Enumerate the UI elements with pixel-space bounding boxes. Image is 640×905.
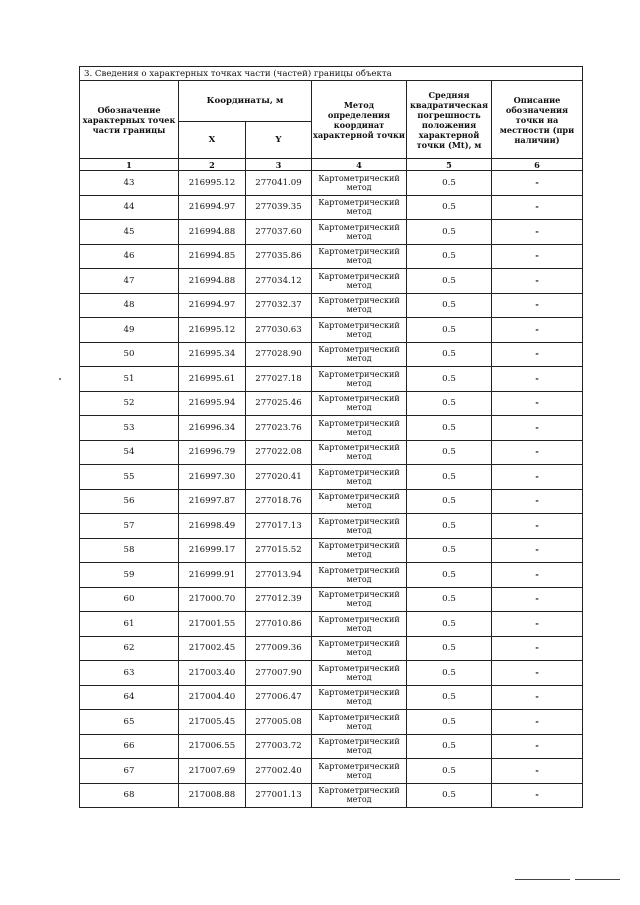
cell-error: 0.5 [407, 514, 492, 539]
cell-error: 0.5 [407, 636, 492, 661]
cell-point: 62 [80, 636, 179, 661]
cell-y: 277023.76 [246, 416, 312, 441]
cell-point: 51 [80, 367, 179, 392]
table-row [80, 563, 583, 588]
cell-x: 216995.94 [179, 391, 246, 416]
cell-y: 277005.08 [246, 710, 312, 735]
cell-point: 58 [80, 538, 179, 563]
cell-point: 49 [80, 318, 179, 343]
table-row [80, 269, 583, 294]
cell-description: - [492, 538, 583, 563]
cell-y: 277027.18 [246, 367, 312, 392]
table-row [80, 440, 583, 465]
cell-error: 0.5 [407, 759, 492, 784]
cell-method: Картометрический метод [312, 587, 407, 612]
cell-point: 55 [80, 465, 179, 490]
cell-y: 277003.72 [246, 734, 312, 759]
cell-x: 216994.88 [179, 269, 246, 294]
cell-method: Картометрический метод [312, 244, 407, 269]
cell-point: 45 [80, 220, 179, 245]
cell-y: 277018.76 [246, 489, 312, 514]
table-row [80, 734, 583, 759]
cell-error: 0.5 [407, 465, 492, 490]
cell-point: 59 [80, 563, 179, 588]
cell-point: 44 [80, 195, 179, 220]
table-row [80, 342, 583, 367]
cell-point: 65 [80, 710, 179, 735]
cell-error: 0.5 [407, 244, 492, 269]
table-row [80, 514, 583, 539]
table-row [80, 587, 583, 612]
bottom-rule [515, 879, 570, 880]
cell-y: 277030.63 [246, 318, 312, 343]
cell-description: - [492, 416, 583, 441]
cell-x: 216997.87 [179, 489, 246, 514]
table-row [80, 195, 583, 220]
cell-x: 217000.70 [179, 587, 246, 612]
table-row [80, 367, 583, 392]
cell-description: - [492, 195, 583, 220]
cell-error: 0.5 [407, 293, 492, 318]
cell-y: 277020.41 [246, 465, 312, 490]
cell-y: 277002.40 [246, 759, 312, 784]
cell-error: 0.5 [407, 661, 492, 686]
table-row [80, 612, 583, 637]
table-row [80, 220, 583, 245]
cell-point: 53 [80, 416, 179, 441]
cell-error: 0.5 [407, 612, 492, 637]
cell-y: 277041.09 [246, 171, 312, 196]
cell-y: 277017.13 [246, 514, 312, 539]
table-body [80, 171, 583, 808]
table-row [80, 538, 583, 563]
cell-description: - [492, 440, 583, 465]
cell-x: 216999.17 [179, 538, 246, 563]
cell-y: 277035.86 [246, 244, 312, 269]
cell-error: 0.5 [407, 710, 492, 735]
cell-point: 67 [80, 759, 179, 784]
cell-method: Картометрический метод [312, 710, 407, 735]
header-point: Обозначение характерных точек части границы [80, 81, 179, 159]
table-row [80, 783, 583, 808]
cell-description: - [492, 759, 583, 784]
cell-x: 216996.34 [179, 416, 246, 441]
column-number-row [80, 159, 583, 171]
cell-method: Картометрический метод [312, 171, 407, 196]
table-row [80, 661, 583, 686]
cell-x: 217008.88 [179, 783, 246, 808]
table-row [80, 685, 583, 710]
cell-y: 277034.12 [246, 269, 312, 294]
cell-method: Картометрический метод [312, 416, 407, 441]
cell-method: Картометрический метод [312, 269, 407, 294]
cell-description: - [492, 685, 583, 710]
cell-method: Картометрический метод [312, 661, 407, 686]
cell-y: 277039.35 [246, 195, 312, 220]
cell-error: 0.5 [407, 318, 492, 343]
cell-y: 277028.90 [246, 342, 312, 367]
cell-x: 216995.12 [179, 318, 246, 343]
column-number: 5 [407, 159, 492, 171]
cell-description: - [492, 318, 583, 343]
column-number: 1 [80, 159, 179, 171]
table-row [80, 293, 583, 318]
cell-y: 277025.46 [246, 391, 312, 416]
cell-point: 54 [80, 440, 179, 465]
cell-description: - [492, 783, 583, 808]
cell-point: 61 [80, 612, 179, 637]
cell-error: 0.5 [407, 587, 492, 612]
cell-method: Картометрический метод [312, 636, 407, 661]
table-row [80, 416, 583, 441]
cell-description: - [492, 342, 583, 367]
cell-point: 68 [80, 783, 179, 808]
cell-point: 52 [80, 391, 179, 416]
cell-error: 0.5 [407, 685, 492, 710]
cell-y: 277010.86 [246, 612, 312, 637]
header-error: Средняя квадратическая погрешность положения характерной точки (Mt), м [407, 81, 492, 159]
header-y: Y [246, 122, 312, 159]
cell-error: 0.5 [407, 538, 492, 563]
cell-method: Картометрический метод [312, 342, 407, 367]
cell-method: Картометрический метод [312, 563, 407, 588]
document-page [79, 66, 582, 808]
cell-error: 0.5 [407, 342, 492, 367]
cell-error: 0.5 [407, 195, 492, 220]
cell-description: - [492, 636, 583, 661]
table-row [80, 171, 583, 196]
cell-description: - [492, 220, 583, 245]
cell-description: - [492, 710, 583, 735]
table-row [80, 391, 583, 416]
cell-description: - [492, 489, 583, 514]
cell-error: 0.5 [407, 171, 492, 196]
cell-y: 277032.37 [246, 293, 312, 318]
table-row [80, 244, 583, 269]
column-number: 2 [179, 159, 246, 171]
cell-method: Картометрический метод [312, 489, 407, 514]
cell-y: 277022.08 [246, 440, 312, 465]
cell-x: 216997.30 [179, 465, 246, 490]
cell-point: 50 [80, 342, 179, 367]
cell-point: 57 [80, 514, 179, 539]
table-row [80, 636, 583, 661]
cell-method: Картометрический метод [312, 685, 407, 710]
section-title: 3. Сведения о характерных точках части (частей) границы объекта [80, 67, 583, 81]
cell-error: 0.5 [407, 563, 492, 588]
cell-method: Картометрический метод [312, 783, 407, 808]
cell-x: 217003.40 [179, 661, 246, 686]
cell-x: 216998.49 [179, 514, 246, 539]
cell-y: 277006.47 [246, 685, 312, 710]
cell-x: 216996.79 [179, 440, 246, 465]
cell-point: 47 [80, 269, 179, 294]
cell-y: 277015.52 [246, 538, 312, 563]
cell-y: 277009.36 [246, 636, 312, 661]
bottom-rule [575, 879, 620, 880]
cell-method: Картометрический метод [312, 293, 407, 318]
cell-error: 0.5 [407, 416, 492, 441]
cell-description: - [492, 391, 583, 416]
cell-description: - [492, 269, 583, 294]
table-row [80, 489, 583, 514]
cell-y: 277037.60 [246, 220, 312, 245]
cell-error: 0.5 [407, 440, 492, 465]
cell-x: 216995.34 [179, 342, 246, 367]
cell-error: 0.5 [407, 489, 492, 514]
cell-x: 216994.85 [179, 244, 246, 269]
cell-error: 0.5 [407, 269, 492, 294]
cell-x: 217007.69 [179, 759, 246, 784]
cell-description: - [492, 293, 583, 318]
cell-description: - [492, 244, 583, 269]
cell-point: 64 [80, 685, 179, 710]
cell-error: 0.5 [407, 220, 492, 245]
cell-point: 56 [80, 489, 179, 514]
table-row [80, 318, 583, 343]
cell-method: Картометрический метод [312, 440, 407, 465]
cell-description: - [492, 171, 583, 196]
cell-point: 60 [80, 587, 179, 612]
cell-point: 46 [80, 244, 179, 269]
cell-x: 217004.40 [179, 685, 246, 710]
cell-x: 217005.45 [179, 710, 246, 735]
cell-method: Картометрический метод [312, 391, 407, 416]
header-coordinates: Координаты, м [179, 81, 312, 122]
header-description: Описание обозначения точки на местности (при наличии) [492, 81, 583, 159]
cell-point: 66 [80, 734, 179, 759]
column-number: 4 [312, 159, 407, 171]
column-number: 3 [246, 159, 312, 171]
cell-point: 48 [80, 293, 179, 318]
cell-method: Картометрический метод [312, 367, 407, 392]
cell-x: 217001.55 [179, 612, 246, 637]
table-row [80, 759, 583, 784]
header-x: X [179, 122, 246, 159]
cell-x: 216994.88 [179, 220, 246, 245]
cell-method: Картометрический метод [312, 465, 407, 490]
cell-description: - [492, 563, 583, 588]
cell-method: Картометрический метод [312, 759, 407, 784]
table-row [80, 465, 583, 490]
cell-error: 0.5 [407, 734, 492, 759]
cell-x: 216994.97 [179, 195, 246, 220]
cell-method: Картометрический метод [312, 538, 407, 563]
cell-description: - [492, 612, 583, 637]
cell-method: Картометрический метод [312, 220, 407, 245]
cell-description: - [492, 465, 583, 490]
cell-method: Картометрический метод [312, 514, 407, 539]
table-row [80, 710, 583, 735]
cell-x: 216995.61 [179, 367, 246, 392]
cell-error: 0.5 [407, 391, 492, 416]
cell-description: - [492, 367, 583, 392]
cell-x: 216999.91 [179, 563, 246, 588]
cell-description: - [492, 661, 583, 686]
cell-x: 217002.45 [179, 636, 246, 661]
cell-method: Картометрический метод [312, 612, 407, 637]
cell-x: 216994.97 [179, 293, 246, 318]
cell-description: - [492, 587, 583, 612]
cell-method: Картометрический метод [312, 195, 407, 220]
cell-x: 217006.55 [179, 734, 246, 759]
cell-point: 63 [80, 661, 179, 686]
cell-x: 216995.12 [179, 171, 246, 196]
cell-description: - [492, 734, 583, 759]
column-number: 6 [492, 159, 583, 171]
cell-error: 0.5 [407, 783, 492, 808]
boundary-points-table [79, 66, 583, 808]
cell-method: Картометрический метод [312, 734, 407, 759]
scan-speck [59, 378, 61, 380]
cell-description: - [492, 514, 583, 539]
cell-point: 43 [80, 171, 179, 196]
cell-y: 277013.94 [246, 563, 312, 588]
cell-method: Картометрический метод [312, 318, 407, 343]
cell-y: 277012.39 [246, 587, 312, 612]
header-method: Метод определения координат характерной точки [312, 81, 407, 159]
cell-y: 277007.90 [246, 661, 312, 686]
cell-error: 0.5 [407, 367, 492, 392]
cell-y: 277001.13 [246, 783, 312, 808]
